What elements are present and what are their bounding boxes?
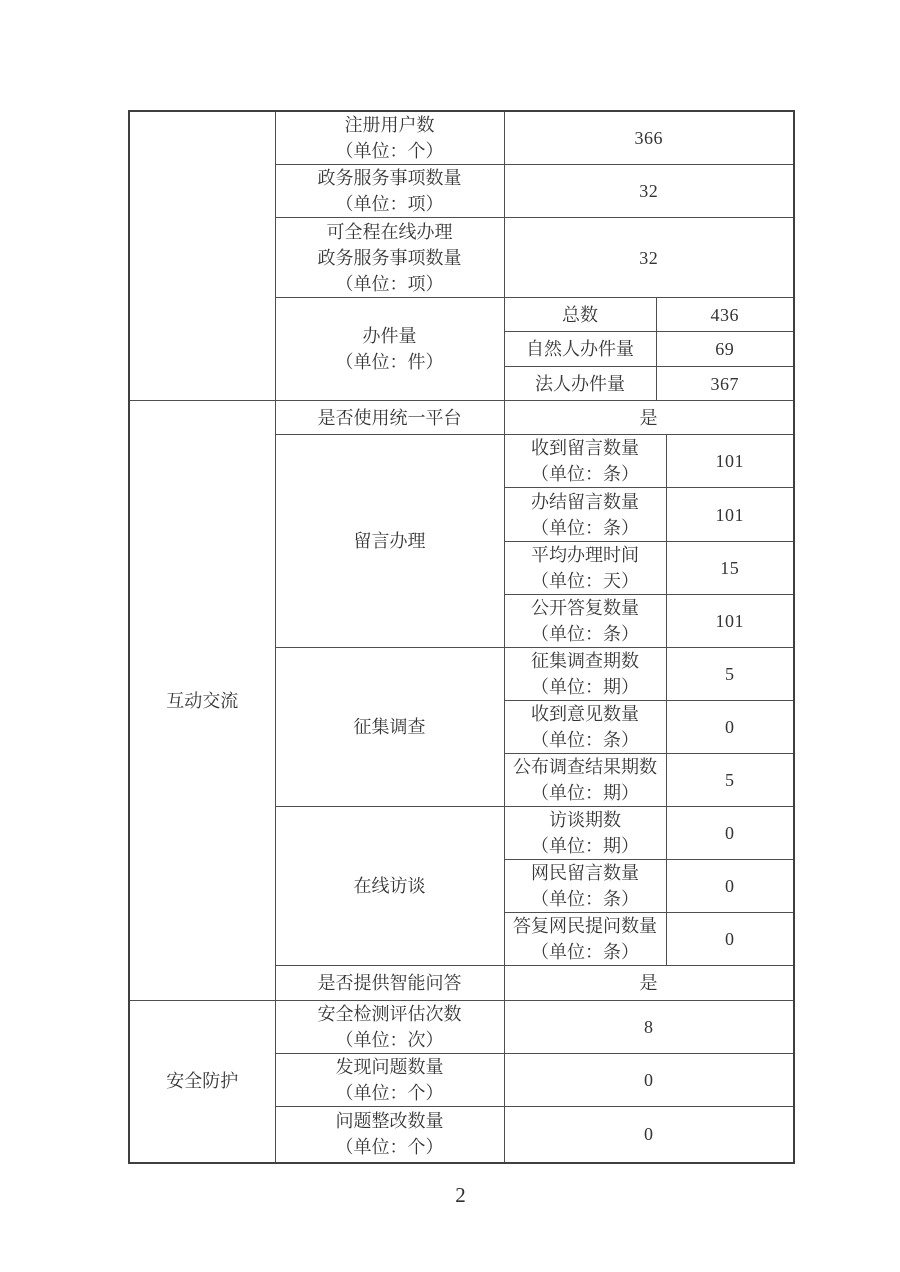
metric-label-cell [275,1107,504,1163]
metric-name: 问题整改数量 [335,1111,444,1132]
submetric-value: 101 [666,595,794,648]
submetric-value: 101 [666,488,794,542]
submetric-value: 0 [666,807,794,860]
submetric-value: 5 [666,754,794,807]
submetric-name: 办结留言数量 [531,491,639,512]
group-cell-survey: 征集调查 [275,648,504,807]
metric-value: 0 [504,1054,794,1107]
metric-unit: （单位：个） [335,141,444,161]
submetric-unit: （单位：期） [531,677,639,697]
metric-label-cell [275,1054,504,1107]
submetric-unit: （单位：条） [531,942,639,962]
submetric-label-cell [504,435,666,488]
submetric-label-cell [504,754,666,807]
metric-value: 32 [504,165,794,218]
metric-value: 32 [504,218,794,298]
submetric-name: 法人办件量 [504,367,656,401]
submetric-unit: （单位：条） [531,624,639,644]
submetric-unit: （单位：条） [531,517,639,538]
submetric-unit: （单位：条） [531,889,639,909]
metric-label-cell: 是否提供智能问答 [275,966,504,1001]
submetric-unit: （单位：条） [531,730,639,750]
metric-value: 是 [504,966,794,1001]
submetric-name: 自然人办件量 [504,332,656,367]
group-cell-message-handling: 留言办理 [275,435,504,648]
submetric-label-cell [504,595,666,648]
submetric-label-cell [504,913,666,966]
metric-unit: （单位：个） [335,1137,444,1158]
submetric-name: 征集调查期数 [531,651,639,671]
metric-label-cell [275,1001,504,1054]
section-cell-security: 安全防护 [129,1001,275,1163]
submetric-name: 收到意见数量 [531,704,639,724]
submetric-value: 5 [666,648,794,701]
submetric-unit: （单位：期） [531,836,639,856]
submetric-unit: （单位：条） [531,464,639,484]
submetric-value: 15 [666,542,794,595]
annual-report-table [128,110,795,1164]
submetric-value: 436 [656,298,794,332]
submetric-name: 网民留言数量 [531,863,639,883]
metric-unit: （单位：个） [335,1083,444,1103]
submetric-label-cell [504,701,666,754]
group-cell-online-interview: 在线访谈 [275,807,504,966]
submetric-name: 总数 [504,298,656,332]
submetric-name: 公开答复数量 [531,598,639,618]
submetric-name: 答复网民提问数量 [513,916,657,936]
metric-label-cell [275,165,504,218]
metric-name: 政务服务事项数量 [317,168,462,188]
submetric-name: 平均办理时间 [531,545,639,565]
row-security-assessments [129,1001,794,1054]
section-cell-interaction: 互动交流 [129,401,275,1001]
submetric-name: 收到留言数量 [531,438,639,458]
submetric-value: 0 [666,913,794,966]
submetric-name: 访谈期数 [549,810,621,830]
metric-label-cell [275,218,504,298]
section-cell-blank [129,111,275,401]
metric-name-line1: 可全程在线办理 [326,221,453,242]
submetric-unit: （单位：天） [531,571,639,591]
metric-unit: （单位：次） [335,1030,444,1050]
metric-name: 注册用户数 [344,115,435,135]
metric-value: 366 [504,111,794,165]
row-unified-platform [129,401,794,435]
metric-value: 是 [504,401,794,435]
submetric-name: 公布调查结果期数 [513,757,657,777]
metric-name: 发现问题数量 [335,1057,444,1077]
submetric-label-cell [504,860,666,913]
metric-value: 0 [504,1107,794,1163]
row-registered-users [129,111,794,165]
metric-unit: （单位：项） [335,194,444,214]
submetric-value: 69 [656,332,794,367]
metric-label-cell [275,111,504,165]
metric-unit: （单位：项） [335,273,444,294]
submetric-label-cell [504,488,666,542]
metric-name-line2: 政务服务事项数量 [317,247,462,268]
metric-value: 8 [504,1001,794,1054]
group-name: 办件量 [362,326,417,346]
submetric-unit: （单位：期） [531,783,639,803]
submetric-value: 0 [666,860,794,913]
submetric-value: 101 [666,435,794,488]
submetric-label-cell [504,648,666,701]
submetric-label-cell [504,807,666,860]
submetric-value: 367 [656,367,794,401]
submetric-label-cell [504,542,666,595]
metric-label-cell: 是否使用统一平台 [275,401,504,435]
metric-name: 安全检测评估次数 [317,1004,462,1024]
group-unit: （单位：件） [335,352,444,372]
caseload-group-cell [275,298,504,401]
page-number: 2 [455,1183,466,1207]
submetric-value: 0 [666,701,794,754]
